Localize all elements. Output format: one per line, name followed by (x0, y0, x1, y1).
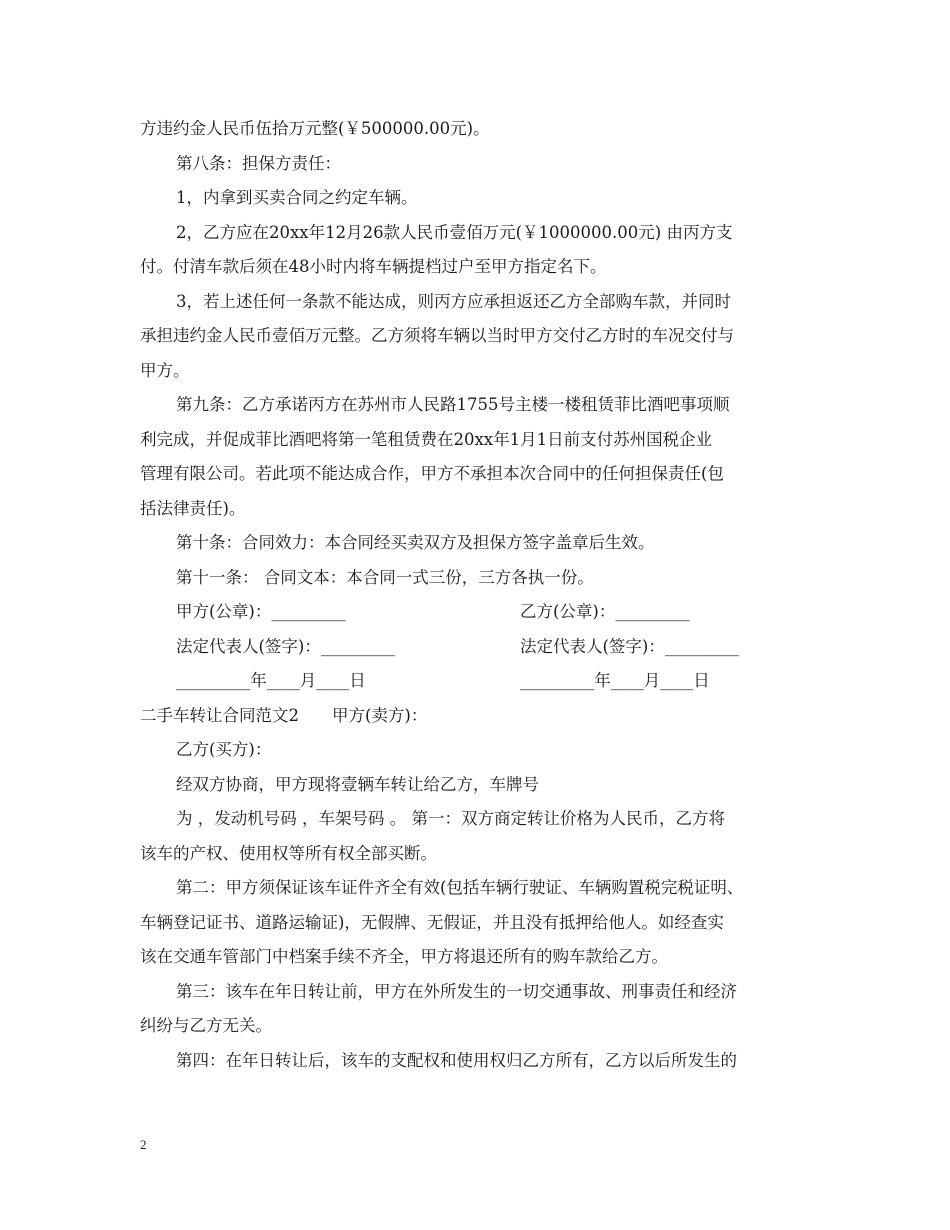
text-line: 付。付清车款后须在48小时内将车辆提档过户至甲方指定名下。 (140, 257, 607, 276)
text-line: 纠纷与乙方无关。 (140, 1016, 272, 1035)
party-b-seal-field: 乙方(公章)：_________ (520, 602, 690, 621)
text-line: 为 ，发动机号码 ，车架号码 。 第一：双方商定转让价格为人民币，乙方将 (176, 809, 725, 828)
text-line: 2，乙方应在20xx年12月26款人民币壹佰万元(￥1000000.00元) 由丙方支 (176, 222, 733, 242)
signature-row-seal (140, 595, 820, 630)
party-b-representative-field: 法定代表人(签字)：_________ (520, 636, 740, 656)
party-b-buyer-label: 乙方(买方)： (176, 740, 272, 759)
text-line: 车辆登记证书、道路运输证)，无假牌、无假证，并且没有抵押给他人。如经查实 (140, 912, 724, 932)
signature-row-representative (140, 630, 820, 665)
party-a-representative-field: 法定代表人(签字)：_________ (176, 636, 396, 656)
document-body (140, 112, 820, 1078)
article-9-text: 第九条：乙方承诺丙方在苏州市人民路1755号主楼一楼租赁菲比酒吧事项顺 (176, 395, 730, 414)
party-b-date-field: _________年____月____日 (520, 671, 710, 690)
text-line: 方违约金人民币伍拾万元整(￥500000.00元)。 (140, 119, 490, 138)
text-line: 利完成，并促成菲比酒吧将第一笔租赁费在20xx年1月1日前支付苏州国税企业 (140, 429, 713, 449)
text-line: 该在交通车管部门中档案手续不齐全，甲方将退还所有的购车款给乙方。 (140, 947, 668, 966)
article-10-text: 第十条：合同效力：本合同经买卖双方及担保方签字盖章后生效。 (176, 533, 655, 552)
text-line: 1，内拿到买卖合同之约定车辆。 (176, 188, 418, 207)
text-line: 3，若上述任何一条款不能达成，则丙方应承担返还乙方全部购车款，并同时 (176, 291, 731, 311)
page-number: 2 (140, 1137, 147, 1152)
article-8-heading: 第八条：担保方责任： (176, 153, 341, 173)
text-line: 承担违约金人民币壹佰万元整。乙方须将车辆以当时甲方交付乙方时的车况交付与 (140, 326, 734, 345)
text-line: 第四：在年日转让后，该车的支配权和使用权归乙方所有，乙方以后所发生的 (176, 1050, 737, 1070)
text-line: 第二：甲方须保证该车证件齐全有效(包括车辆行驶证、车辆购置税完税证明、 (176, 878, 744, 897)
party-a-date-field: _________年____月____日 (176, 671, 366, 690)
second-contract-title: 二手车转让合同范文2 甲方(卖方)： (140, 705, 428, 725)
text-line: 甲方。 (140, 360, 190, 380)
party-a-seal-field: 甲方(公章)：_________ (176, 602, 346, 621)
text-line: 括法律责任)。 (140, 498, 246, 518)
text-line: 管理有限公司。若此项不能达成合作，甲方不承担本次合同中的任何担保责任(包 (140, 464, 724, 483)
text-line: 第三：该车在年日转让前，甲方在外所发生的一切交通事故、刑事责任和经济 (176, 981, 737, 1001)
text-line: 经双方协商，甲方现将壹辆车转让给乙方，车牌号 (176, 774, 539, 794)
article-11-text: 第十一条： 合同文本：本合同一式三份，三方各执一份。 (176, 567, 594, 587)
text-line: 该车的产权、使用权等所有权全部买断。 (140, 843, 437, 863)
signature-row-date (140, 664, 820, 699)
